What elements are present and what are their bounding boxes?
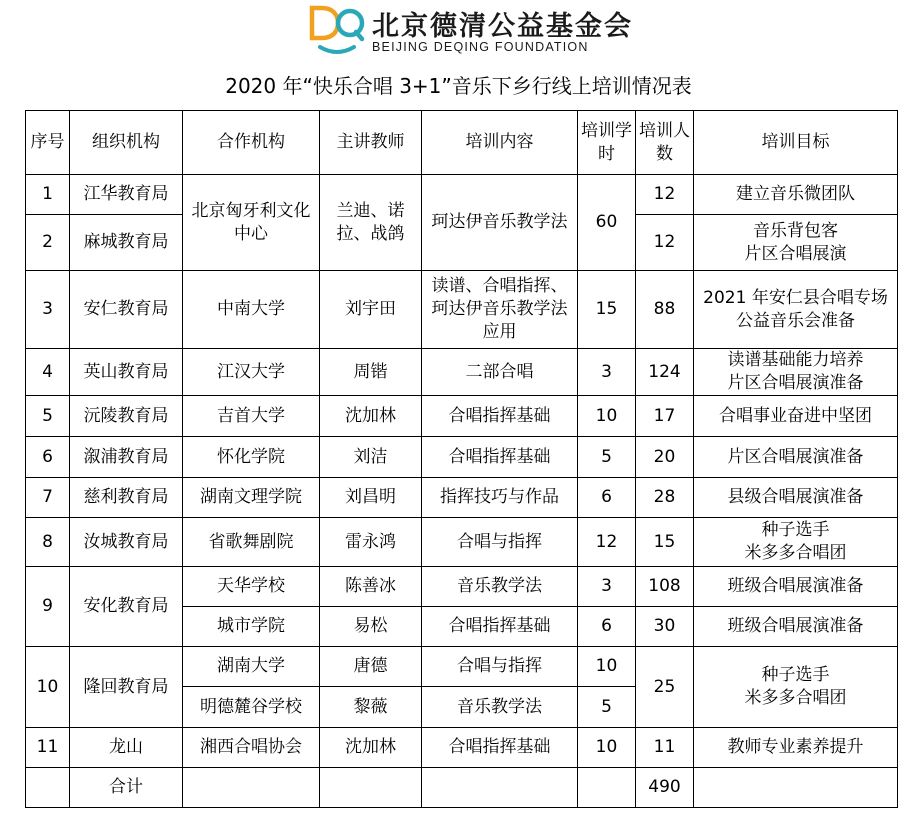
cell-teacher: 兰迪、诺拉、战鸽 [320, 175, 422, 271]
cell-content: 合唱指挥基础 [422, 607, 578, 647]
cell-hours: 6 [578, 607, 636, 647]
cell-hours: 10 [578, 647, 636, 687]
cell-partner [183, 768, 320, 808]
cell-hours: 12 [578, 518, 636, 567]
cell-partner: 吉首大学 [183, 396, 320, 437]
table-row [26, 518, 898, 567]
col-header-teacher: 主讲教师 [320, 111, 422, 175]
cell-hours: 5 [578, 437, 636, 478]
cell-goal: 合唱事业奋进中坚团 [694, 396, 898, 437]
cell-content: 合唱指挥基础 [422, 437, 578, 478]
cell-count: 25 [636, 647, 694, 728]
cell-org: 麻城教育局 [70, 215, 183, 271]
cell-hours: 60 [578, 175, 636, 271]
col-header-org: 组织机构 [70, 111, 183, 175]
cell-teacher: 沈加林 [320, 728, 422, 768]
table-row [26, 349, 898, 396]
cell-partner: 中南大学 [183, 271, 320, 349]
cell-index: 4 [26, 349, 70, 396]
col-header-goal: 培训目标 [694, 111, 898, 175]
cell-hours: 10 [578, 396, 636, 437]
foundation-logo-icon [308, 4, 366, 56]
cell-index: 9 [26, 567, 70, 647]
cell-goal: 种子选手 米多多合唱团 [694, 647, 898, 728]
cell-teacher: 沈加林 [320, 396, 422, 437]
cell-hours: 5 [578, 687, 636, 728]
cell-count: 12 [636, 215, 694, 271]
cell-index: 8 [26, 518, 70, 567]
header [0, 0, 917, 66]
cell-partner: 天华学校 [183, 567, 320, 607]
cell-teacher: 黎薇 [320, 687, 422, 728]
table-row [26, 175, 898, 215]
cell-teacher: 易松 [320, 607, 422, 647]
cell-index: 5 [26, 396, 70, 437]
cell-org: 慈利教育局 [70, 478, 183, 518]
cell-org: 隆回教育局 [70, 647, 183, 728]
cell-teacher: 唐德 [320, 647, 422, 687]
cell-org: 英山教育局 [70, 349, 183, 396]
header-row [26, 111, 898, 175]
cell-partner: 怀化学院 [183, 437, 320, 478]
cell-goal: 建立音乐微团队 [694, 175, 898, 215]
cell-count: 88 [636, 271, 694, 349]
col-header-content: 培训内容 [422, 111, 578, 175]
cell-partner: 北京匈牙利文化中心 [183, 175, 320, 271]
cell-partner: 明德麓谷学校 [183, 687, 320, 728]
cell-index: 10 [26, 647, 70, 728]
cell-content: 二部合唱 [422, 349, 578, 396]
cell-org: 安化教育局 [70, 567, 183, 647]
col-header-count: 培训人数 [636, 111, 694, 175]
table-row [26, 396, 898, 437]
cell-index: 2 [26, 215, 70, 271]
cell-count: 124 [636, 349, 694, 396]
cell-count: 20 [636, 437, 694, 478]
cell-count: 108 [636, 567, 694, 607]
cell-count: 28 [636, 478, 694, 518]
cell-teacher: 雷永鸿 [320, 518, 422, 567]
cell-count: 12 [636, 175, 694, 215]
page-title: 2020 年“快乐合唱 3+1”音乐下乡行线上培训情况表 [225, 74, 692, 98]
cell-count: 30 [636, 607, 694, 647]
total-label: 合计 [70, 768, 183, 808]
cell-content: 合唱指挥基础 [422, 728, 578, 768]
cell-goal: 2021 年安仁县合唱专场公益音乐会准备 [694, 271, 898, 349]
col-header-index: 序号 [26, 111, 70, 175]
table-row [26, 567, 898, 607]
cell-content: 音乐教学法 [422, 687, 578, 728]
cell-teacher: 刘宇田 [320, 271, 422, 349]
cell-partner: 省歌舞剧院 [183, 518, 320, 567]
cell-teacher: 刘昌明 [320, 478, 422, 518]
cell-index: 1 [26, 175, 70, 215]
cell-goal: 片区合唱展演准备 [694, 437, 898, 478]
cell-index [26, 768, 70, 808]
cell-org: 汝城教育局 [70, 518, 183, 567]
table-row [26, 647, 898, 687]
cell-content: 珂达伊音乐教学法 [422, 175, 578, 271]
cell-goal: 种子选手 米多多合唱团 [694, 518, 898, 567]
cell-goal: 教师专业素养提升 [694, 728, 898, 768]
cell-partner: 城市学院 [183, 607, 320, 647]
cell-org: 江华教育局 [70, 175, 183, 215]
col-header-hours: 培训学时 [578, 111, 636, 175]
cell-hours [578, 768, 636, 808]
table-row [26, 271, 898, 349]
cell-count: 11 [636, 728, 694, 768]
cell-hours: 3 [578, 567, 636, 607]
cell-index: 7 [26, 478, 70, 518]
cell-index: 6 [26, 437, 70, 478]
cell-goal: 读谱基础能力培养 片区合唱展演准备 [694, 349, 898, 396]
cell-teacher: 陈善冰 [320, 567, 422, 607]
cell-hours: 6 [578, 478, 636, 518]
table-row [26, 728, 898, 768]
org-name-cn: 北京德清公益基金会 [372, 11, 633, 42]
cell-goal: 班级合唱展演准备 [694, 607, 898, 647]
cell-index: 11 [26, 728, 70, 768]
cell-content: 指挥技巧与作品 [422, 478, 578, 518]
cell-content: 合唱与指挥 [422, 647, 578, 687]
cell-org: 溆浦教育局 [70, 437, 183, 478]
cell-org: 安仁教育局 [70, 271, 183, 349]
cell-partner: 湖南大学 [183, 647, 320, 687]
cell-hours: 15 [578, 271, 636, 349]
cell-partner: 湖南文理学院 [183, 478, 320, 518]
cell-teacher: 周锴 [320, 349, 422, 396]
cell-content: 读谱、合唱指挥、珂达伊音乐教学法应用 [422, 271, 578, 349]
cell-count: 17 [636, 396, 694, 437]
cell-content: 音乐教学法 [422, 567, 578, 607]
cell-goal: 音乐背包客 片区合唱展演 [694, 215, 898, 271]
cell-content: 合唱与指挥 [422, 518, 578, 567]
cell-count: 15 [636, 518, 694, 567]
total-count: 490 [636, 768, 694, 808]
org-name-en: BEIJING DEQING FOUNDATION [372, 40, 589, 54]
cell-goal: 班级合唱展演准备 [694, 567, 898, 607]
cell-org: 龙山 [70, 728, 183, 768]
col-header-partner: 合作机构 [183, 111, 320, 175]
cell-teacher: 刘洁 [320, 437, 422, 478]
cell-org: 沅陵教育局 [70, 396, 183, 437]
cell-hours: 10 [578, 728, 636, 768]
cell-partner: 湘西合唱协会 [183, 728, 320, 768]
cell-content: 合唱指挥基础 [422, 396, 578, 437]
cell-hours: 3 [578, 349, 636, 396]
total-row [26, 768, 898, 808]
table-row [26, 437, 898, 478]
cell-goal [694, 768, 898, 808]
training-table [25, 110, 898, 808]
cell-teacher [320, 768, 422, 808]
table-row [26, 478, 898, 518]
cell-content [422, 768, 578, 808]
cell-index: 3 [26, 271, 70, 349]
cell-partner: 江汉大学 [183, 349, 320, 396]
cell-goal: 县级合唱展演准备 [694, 478, 898, 518]
